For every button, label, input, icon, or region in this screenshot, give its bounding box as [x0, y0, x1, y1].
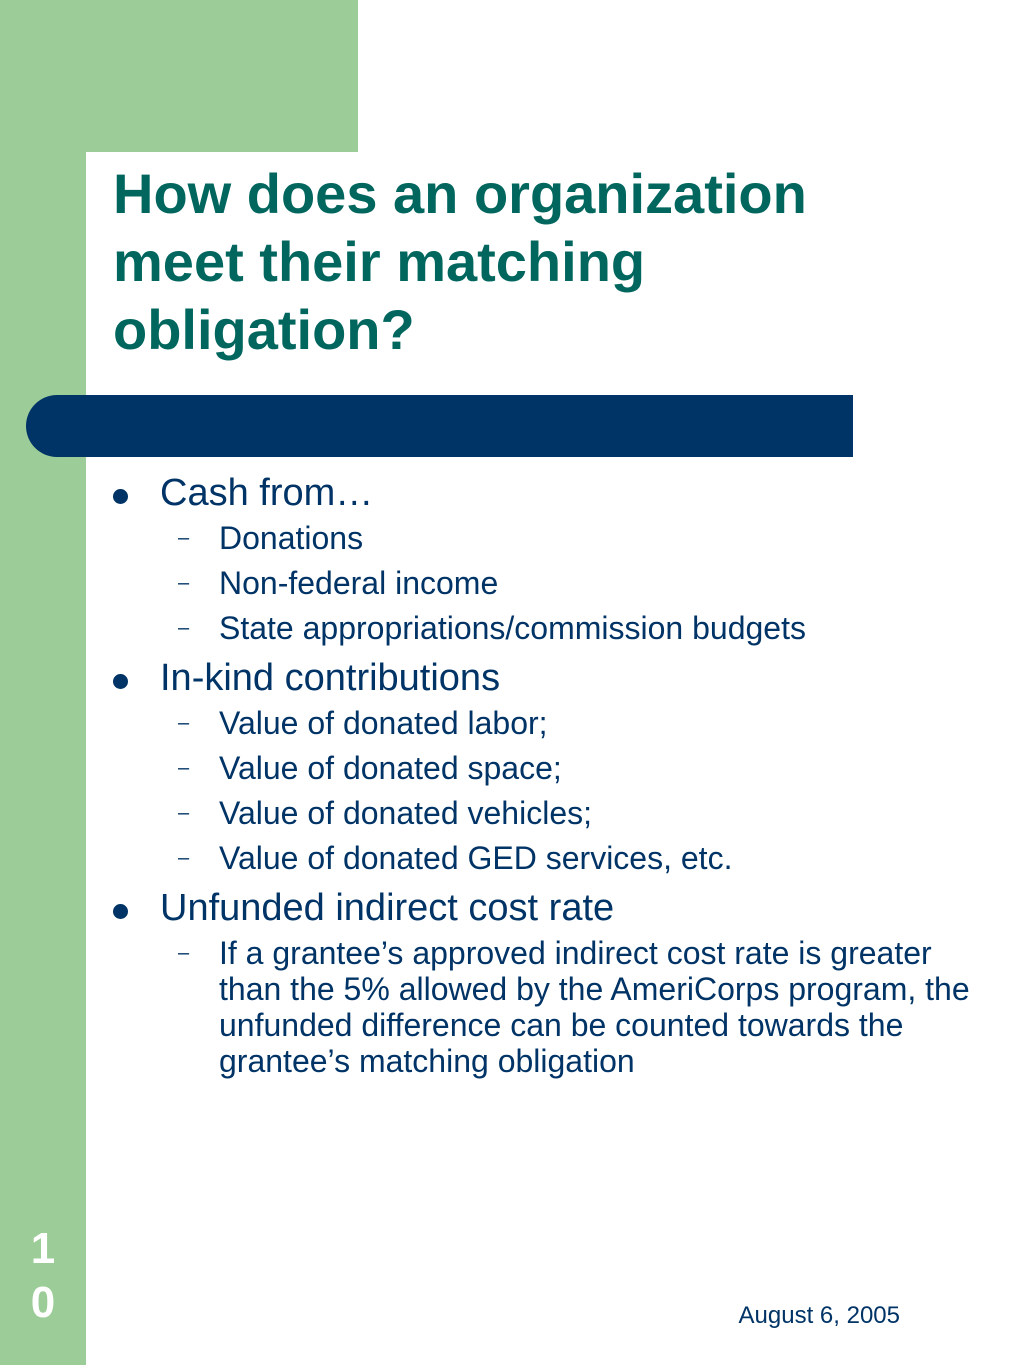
- sub-item-text: Non-federal income: [219, 565, 499, 601]
- sub-item: [110, 836, 990, 881]
- slide-number-digit: 0: [30, 1278, 56, 1327]
- bullet-text: Unfunded indirect cost rate: [160, 887, 615, 929]
- dash-icon: –: [178, 802, 190, 824]
- bullet-text: Cash from…: [160, 472, 374, 514]
- green-sidebar-band: [0, 0, 86, 1365]
- title-line: obligation?: [113, 298, 415, 361]
- sub-item-text: Value of donated GED services, etc.: [219, 840, 733, 876]
- bullet-item: [110, 470, 990, 516]
- sub-item: [110, 701, 990, 746]
- sub-item-text: Donations: [219, 520, 364, 556]
- slide-title: [113, 160, 913, 364]
- sub-list: [110, 701, 990, 881]
- sub-item: [110, 561, 990, 606]
- bullet-item: [110, 655, 990, 701]
- dash-icon: –: [178, 712, 190, 734]
- dash-icon: –: [178, 617, 190, 639]
- title-line: meet their matching: [113, 230, 646, 293]
- green-top-band: [0, 0, 358, 152]
- bullet-text: In-kind contributions: [160, 657, 501, 699]
- bullet-dot-icon: [113, 674, 128, 689]
- dash-icon: –: [178, 847, 190, 869]
- sub-list: [110, 931, 990, 1079]
- dash-icon: –: [178, 757, 190, 779]
- sub-item-text: Value of donated labor;: [219, 705, 548, 741]
- dash-icon: –: [178, 527, 190, 549]
- sub-list: [110, 516, 990, 651]
- sub-item-text: State appropriations/commission budgets: [219, 610, 806, 646]
- sub-item-text: Value of donated vehicles;: [219, 795, 592, 831]
- footer-date: August 6, 2005: [738, 1302, 900, 1329]
- divider-bar: [26, 395, 853, 457]
- sub-item: [110, 516, 990, 561]
- sub-item: [110, 606, 990, 651]
- slide-content: [110, 470, 990, 1083]
- bullet-item: [110, 885, 990, 931]
- sub-item: [110, 791, 990, 836]
- sub-item: [110, 746, 990, 791]
- dash-icon: –: [178, 572, 190, 594]
- title-line: How does an organization: [113, 162, 807, 225]
- bullet-dot-icon: [113, 904, 128, 919]
- bullet-dot-icon: [113, 489, 128, 504]
- dash-icon: –: [178, 942, 190, 964]
- sub-item: [110, 931, 990, 1079]
- slide-number-digit: 1: [30, 1224, 56, 1273]
- sub-item-text: If a grantee’s approved indirect cost rate is greater than the 5% allowed by the AmeriCorps program, the unfunded difference can be counted towards the grantee’s matching obligation: [219, 935, 970, 1079]
- slide-number: [20, 1222, 66, 1330]
- sub-item-text: Value of donated space;: [219, 750, 562, 786]
